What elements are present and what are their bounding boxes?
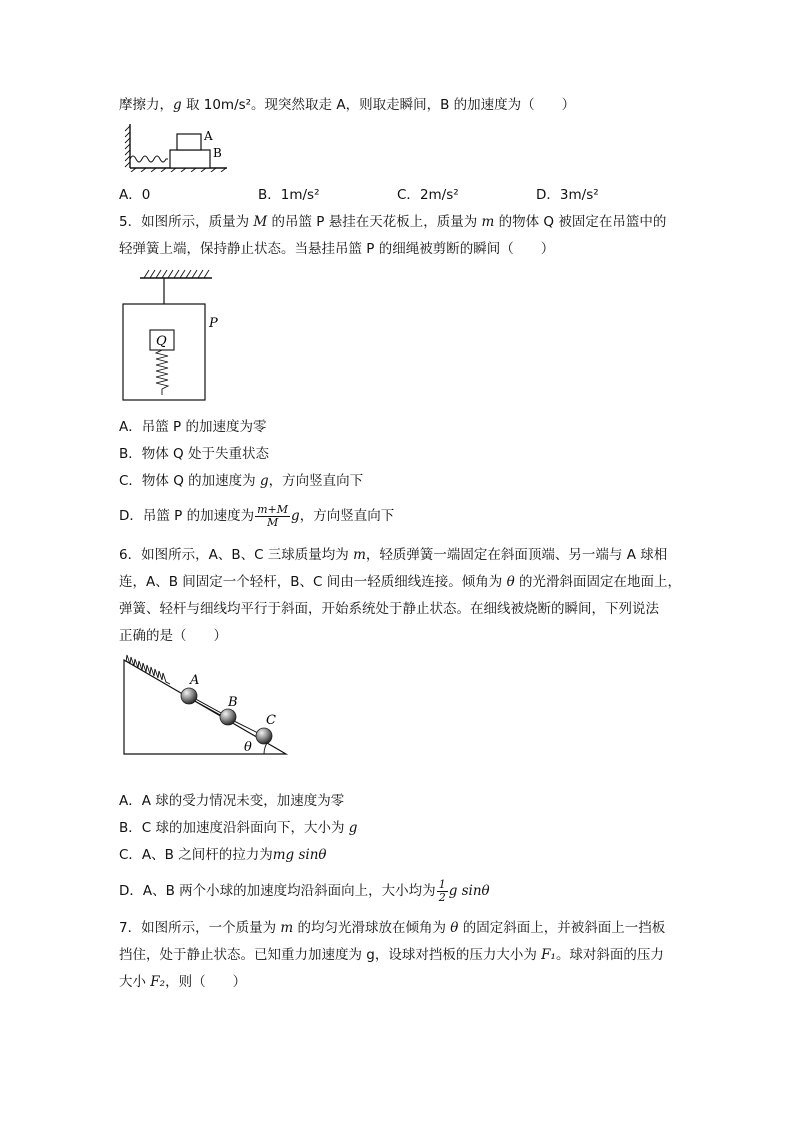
- q6-label-theta: θ: [244, 740, 252, 755]
- q4-block-b: [170, 150, 210, 168]
- q6-figure: [118, 652, 294, 760]
- q4-figure: [122, 122, 232, 172]
- q5-label-p: P: [209, 316, 218, 331]
- q4-option-b: B．1m/s²: [258, 187, 320, 203]
- q6-option-d-fraction: $\frac{1}{2}$: [438, 877, 446, 904]
- q6-label-c: C: [266, 713, 276, 728]
- q7-stem-line-3: 大小 F₂，则（ ）: [119, 974, 247, 990]
- q5-option-a: A．吊篮 P 的加速度为零: [119, 419, 267, 435]
- q7-stem-line-2: 挡住，处于静止状态。已知重力加速度为 g，设球对挡板的压力大小为 F₁。球对斜面的压力: [119, 947, 664, 963]
- q5-stem-line-2: 轻弹簧上端，保持静止状态。当悬挂吊篮 P 的细绳被剪断的瞬间（ ）: [119, 241, 555, 257]
- q4-option-c: C．2m/s²: [397, 187, 459, 203]
- q6-ball-a: [181, 688, 197, 704]
- q6-stem-line-2: 连，A、B 间固定一个轻杆，B、C 间由一轻质细线连接。倾角为 θ 的光滑斜面固定在地面上，: [119, 574, 681, 590]
- q5-figure: [118, 266, 228, 404]
- q6-stem-line-1: 6．如图所示，A、B、C 三球质量均为 m，轻质弹簧一端固定在斜面顶端、另一端与 A 球相: [119, 547, 668, 563]
- q5-basket: [123, 304, 205, 400]
- q6-option-c: C．A、B 之间杆的拉力为mg sinθ: [119, 847, 327, 863]
- q5-option-d-fraction: $\frac{m+M}{M}$: [257, 502, 289, 529]
- q6-ball-b: [220, 709, 236, 725]
- q6-ball-c: [256, 728, 272, 744]
- q4-spring: [130, 156, 168, 162]
- q5-label-q: Q: [156, 334, 167, 349]
- q5-option-b: B．物体 Q 处于失重状态: [119, 446, 269, 462]
- q6-stem-line-3: 弹簧、轻杆与细线均平行于斜面，开始系统处于静止状态。在细线被烧断的瞬间，下列说法: [119, 601, 659, 617]
- q5-option-d: D．吊篮 P 的加速度为 $\frac{m+M}{M}$ g，方向竖直向下: [119, 502, 395, 529]
- q6-option-b: B．C 球的加速度沿斜面向下，大小为 g: [119, 820, 358, 836]
- q4-option-d: D．3m/s²: [536, 187, 599, 203]
- q5-option-c: C．物体 Q 的加速度为 g，方向竖直向下: [119, 473, 364, 489]
- q7-stem-line-1: 7．如图所示，一个质量为 m 的均匀光滑球放在倾角为 θ 的固定斜面上，并被斜面上一挡板: [119, 920, 666, 936]
- q4-block-a: [177, 134, 201, 150]
- q4-label-a: A: [204, 129, 213, 143]
- q6-stem-line-4: 正确的是（ ）: [119, 628, 227, 644]
- q5-stem-line-1: 5．如图所示，质量为 M 的吊篮 P 悬挂在天花板上，质量为 m 的物体 Q 被固定在吊篮中的: [119, 214, 667, 230]
- q6-label-a: A: [190, 673, 200, 688]
- q6-option-d: D．A、B 两个小球的加速度均沿斜面向上，大小均为 $\frac{1}{2}$ g sinθ: [119, 877, 490, 904]
- q4-label-b: B: [213, 146, 222, 160]
- q6-option-a: A．A 球的受力情况未变，加速度为零: [119, 793, 345, 809]
- q6-label-b: B: [228, 695, 238, 710]
- q4-stem-line: 摩擦力，g 取 10m/s²。现突然取走 A，则取走瞬间，B 的加速度为（ ）: [119, 97, 576, 113]
- q4-option-a: A．0: [119, 187, 151, 203]
